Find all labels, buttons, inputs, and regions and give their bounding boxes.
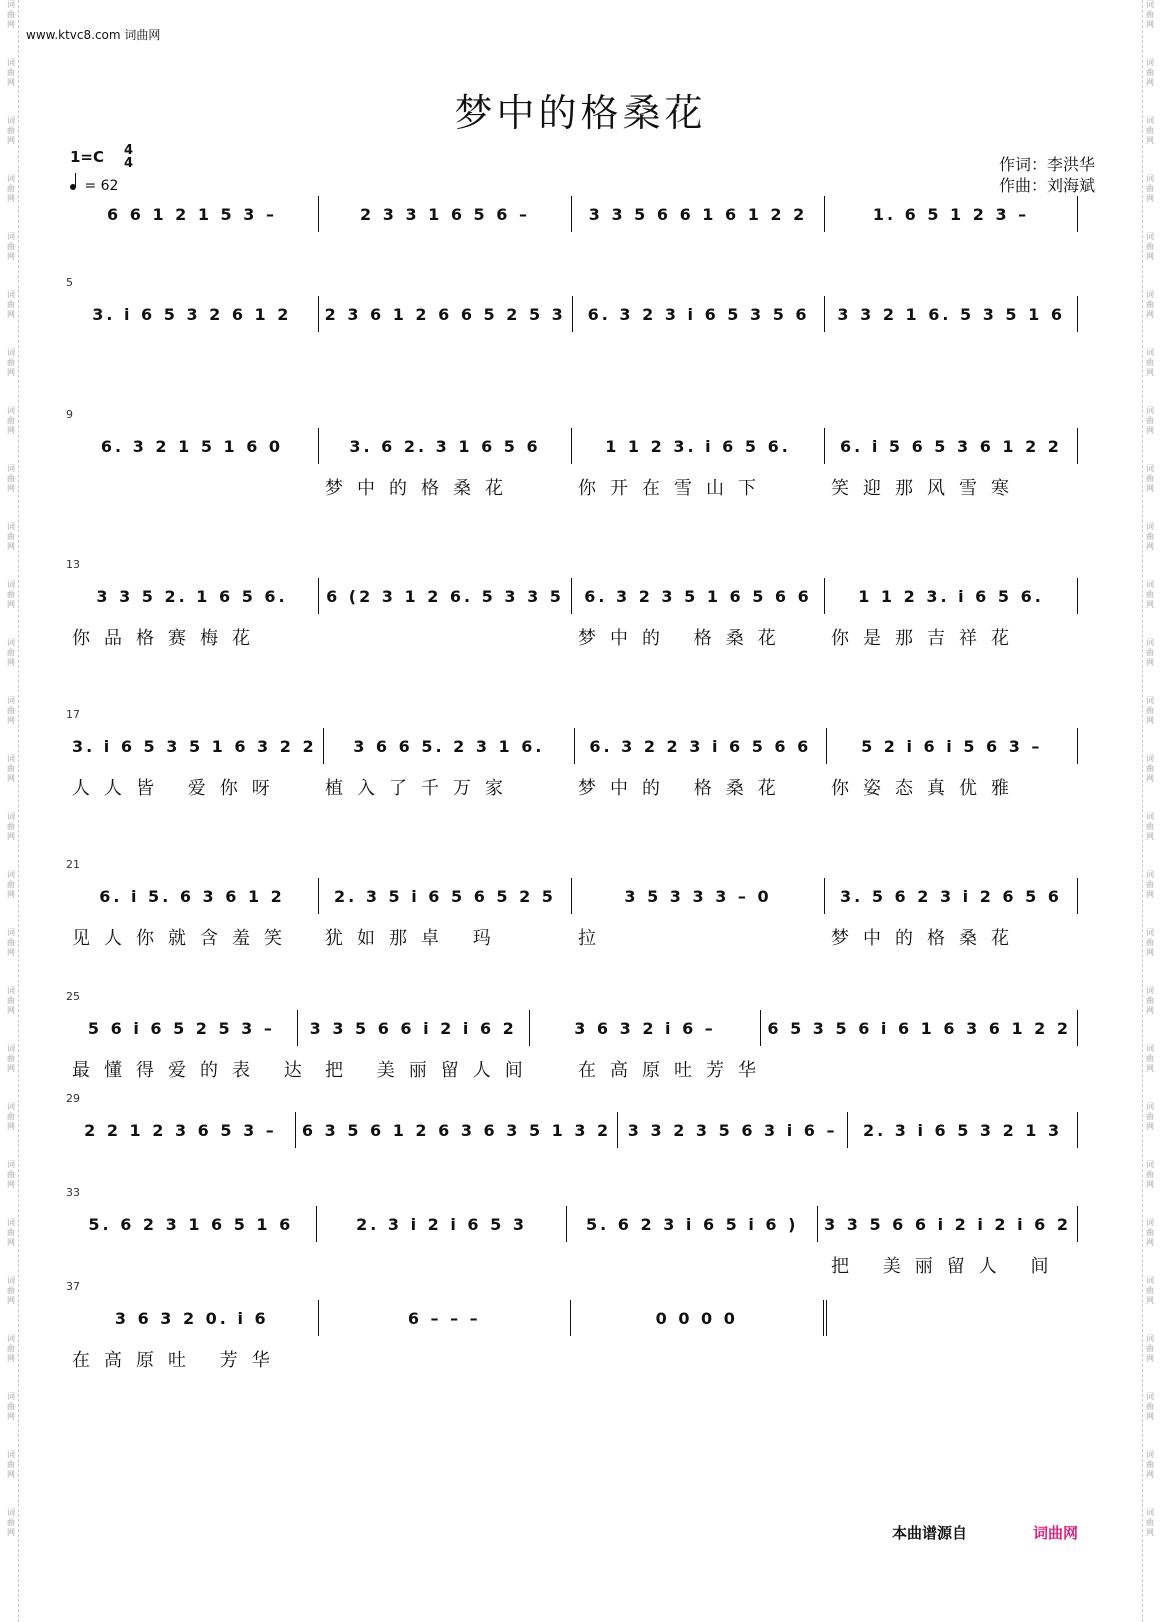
lyric-text: 在高原吐 芳华 xyxy=(72,1350,284,1371)
watermark-mark: 词曲网 xyxy=(7,0,15,29)
lyrics-line xyxy=(66,1056,1078,1082)
watermark-mark: 词曲网 xyxy=(1146,1218,1154,1247)
measure: 3 6 3 2 0. i 6 xyxy=(66,1300,319,1336)
lyric-text: 你开在雪山下 xyxy=(578,478,770,499)
measure: 2. 3 i 2 i 6 5 3 xyxy=(317,1206,568,1242)
watermark-mark: 词曲网 xyxy=(1146,812,1154,841)
measure: 6 6 1 2 1 5 3 – xyxy=(66,196,319,232)
tempo-marking xyxy=(70,178,118,194)
measure-number: 9 xyxy=(66,408,73,421)
lyric-text xyxy=(572,1346,825,1372)
watermark-mark: 词曲网 xyxy=(7,1508,15,1537)
measure: 2 2 1 2 3 6 5 3 – xyxy=(66,1112,296,1148)
measure-number: 25 xyxy=(66,990,80,1003)
lyric-text: 梦中的格桑花 xyxy=(325,478,517,499)
watermark-mark: 词曲网 xyxy=(1146,232,1154,261)
measure: 5 6 i 6 5 2 5 3 – xyxy=(66,1010,298,1046)
measure: 3 3 2 3 5 6 3 i 6 – xyxy=(618,1112,848,1148)
watermark-mark: 词曲网 xyxy=(1146,1508,1154,1537)
lyrics-line xyxy=(66,924,1078,950)
watermark-mark: 词曲网 xyxy=(1146,1102,1154,1131)
measure: 2. 3 5 i 6 5 6 5 2 5 xyxy=(319,878,572,914)
measure: 6. 3 2 3 i 6 5 3 5 6 xyxy=(573,296,826,332)
lyric-text xyxy=(319,1346,572,1372)
lyric-text xyxy=(66,1252,319,1278)
watermark-mark: 词曲网 xyxy=(1146,348,1154,377)
measure: 3. 6 2. 3 1 6 5 6 xyxy=(319,428,572,464)
lyric-text: 把 美丽留人间 xyxy=(325,1060,537,1081)
staff-line xyxy=(66,578,1078,614)
measure: 1 1 2 3. i 6 5 6. xyxy=(825,578,1078,614)
watermark-mark: 词曲网 xyxy=(1146,58,1154,87)
lyric-text: 拉 xyxy=(578,928,610,949)
measure: 6 5 3 5 6 i 6 1 6 3 6 1 2 2 xyxy=(761,1010,1078,1046)
lyric-text: 梦中的 格桑花 xyxy=(578,778,790,799)
score-row xyxy=(66,1186,1078,1278)
footer-brand: 词曲网 xyxy=(1033,1524,1079,1542)
lyric-text: 你品格赛梅花 xyxy=(72,628,264,649)
lyric-text: 梦中的 格桑花 xyxy=(578,628,790,649)
watermark-mark: 词曲网 xyxy=(1146,1276,1154,1305)
measure xyxy=(827,1300,1079,1336)
measure-number: 17 xyxy=(66,708,80,721)
measure: 6 (2 3 1 2 6. 5 3 3 5 xyxy=(319,578,572,614)
watermark-mark: 词曲网 xyxy=(1146,928,1154,957)
watermark-mark: 词曲网 xyxy=(7,522,15,551)
footer-source: 本曲谱源自 xyxy=(892,1524,968,1542)
watermark-mark: 词曲网 xyxy=(7,348,15,377)
left-watermark-strip xyxy=(4,0,19,1622)
watermark-mark: 词曲网 xyxy=(7,986,15,1015)
score-row xyxy=(66,858,1078,950)
measure: 3 3 5 6 6 i 2 i 6 2 xyxy=(298,1010,530,1046)
watermark-mark: 词曲网 xyxy=(1146,1334,1154,1363)
watermark-mark: 词曲网 xyxy=(7,1044,15,1073)
lyric-text: 犹如那卓 玛 xyxy=(325,928,505,949)
watermark-mark: 词曲网 xyxy=(7,754,15,783)
lyrics-line xyxy=(66,1346,1078,1372)
watermark-mark: 词曲网 xyxy=(1146,580,1154,609)
measure: 2 3 3 1 6 5 6 – xyxy=(319,196,572,232)
quarter-note-icon xyxy=(70,184,76,190)
lyrics-line xyxy=(66,474,1078,500)
watermark-mark: 词曲网 xyxy=(7,870,15,899)
lyric-text xyxy=(825,1346,1078,1372)
time-signature-bottom: 4 xyxy=(124,156,134,171)
composer: 作曲：刘海斌 xyxy=(998,176,1095,195)
credits xyxy=(999,154,1095,196)
watermark-mark: 词曲网 xyxy=(1146,986,1154,1015)
time-signature-top: 4 xyxy=(124,143,134,158)
time-signature xyxy=(124,144,133,170)
watermark-mark: 词曲网 xyxy=(1146,0,1154,29)
watermark-mark: 词曲网 xyxy=(1146,406,1154,435)
watermark-mark: 词曲网 xyxy=(7,638,15,667)
score-row xyxy=(66,1280,1078,1372)
watermark-mark: 词曲网 xyxy=(1146,1044,1154,1073)
watermark-mark: 词曲网 xyxy=(7,290,15,319)
watermark-mark: 词曲网 xyxy=(7,812,15,841)
measure-number: 29 xyxy=(66,1092,80,1105)
lyrics-line xyxy=(66,1252,1078,1278)
measure-number: 37 xyxy=(66,1280,80,1293)
score-row xyxy=(66,990,1078,1082)
measure: 6 – – – xyxy=(319,1300,572,1336)
measure: 3 5 3 3 3 – 0 xyxy=(572,878,825,914)
staff-line xyxy=(66,196,1078,232)
measure: 3. 5 6 2 3 i 2 6 5 6 xyxy=(825,878,1078,914)
site-url: www.ktvc8.com 词曲网 xyxy=(26,28,161,42)
lyric-text xyxy=(572,1252,825,1278)
watermark-mark: 词曲网 xyxy=(1146,464,1154,493)
measure-number: 33 xyxy=(66,1186,80,1199)
watermark-mark: 词曲网 xyxy=(1146,290,1154,319)
measure-number: 21 xyxy=(66,858,80,871)
measure: 3. i 6 5 3 5 1 6 3 2 2 xyxy=(66,728,324,764)
score-row xyxy=(66,1092,1078,1158)
key-signature: 1=C xyxy=(70,148,105,166)
watermark-mark: 词曲网 xyxy=(1146,696,1154,725)
measure: 2. 3 i 6 5 3 2 1 3 xyxy=(848,1112,1078,1148)
watermark-mark: 词曲网 xyxy=(7,406,15,435)
measure: 3 3 2 1 6. 5 3 5 1 6 xyxy=(825,296,1078,332)
watermark-mark: 词曲网 xyxy=(1146,174,1154,203)
lyric-text: 把 美丽留人 间 xyxy=(831,1256,1063,1277)
watermark-mark: 词曲网 xyxy=(7,1334,15,1363)
measure: 6. 3 2 3 5 1 6 5 6 6 xyxy=(572,578,825,614)
measure: 3 6 3 2 i 6 – xyxy=(530,1010,762,1046)
measure: 3 3 5 6 6 1 6 1 2 2 xyxy=(572,196,825,232)
measure: 5. 6 2 3 i 6 5 i 6 ) xyxy=(567,1206,818,1242)
measure: 0 0 0 0 xyxy=(571,1300,827,1336)
measure-number: 5 xyxy=(66,276,73,289)
measure: 1 1 2 3. i 6 5 6. xyxy=(572,428,825,464)
watermark-mark: 词曲网 xyxy=(1146,522,1154,551)
measure: 6. 3 2 1 5 1 6 0 xyxy=(66,428,319,464)
watermark-mark: 词曲网 xyxy=(7,116,15,145)
lyric-text: 最懂得爱的表 达 xyxy=(72,1060,316,1081)
lyric-text: 笑迎那风雪寒 xyxy=(831,478,1023,499)
staff-line xyxy=(66,1300,1078,1336)
lyric-text: 你是那吉祥花 xyxy=(831,628,1023,649)
lyric-text: 你姿态真优雅 xyxy=(831,778,1023,799)
lyric-text: 在高原吐芳华 xyxy=(578,1060,770,1081)
measure: 6. i 5 6 5 3 6 1 2 2 xyxy=(825,428,1078,464)
measure: 3 3 5 6 6 i 2 i 2 i 6 2 xyxy=(818,1206,1078,1242)
staff-line xyxy=(66,1010,1078,1046)
watermark-mark: 词曲网 xyxy=(7,1218,15,1247)
staff-line xyxy=(66,1206,1078,1242)
lyric-text xyxy=(825,1056,1078,1082)
staff-line xyxy=(66,1112,1078,1148)
watermark-mark: 词曲网 xyxy=(1146,1450,1154,1479)
measure: 3 3 5 2. 1 6 5 6. xyxy=(66,578,319,614)
watermark-mark: 词曲网 xyxy=(7,1276,15,1305)
watermark-mark: 词曲网 xyxy=(1146,116,1154,145)
watermark-mark: 词曲网 xyxy=(7,580,15,609)
page-title: 梦中的格桑花 xyxy=(454,91,707,135)
measure: 6 3 5 6 1 2 6 3 6 3 5 1 3 2 xyxy=(296,1112,618,1148)
right-watermark-strip xyxy=(1142,0,1157,1622)
measure: 5. 6 2 3 1 6 5 1 6 xyxy=(66,1206,317,1242)
measure: 6. i 5. 6 3 6 1 2 xyxy=(66,878,319,914)
watermark-mark: 词曲网 xyxy=(7,1392,15,1421)
watermark-mark: 词曲网 xyxy=(7,928,15,957)
watermark-mark: 词曲网 xyxy=(1146,870,1154,899)
watermark-mark: 词曲网 xyxy=(7,174,15,203)
score-row xyxy=(66,276,1078,342)
watermark-mark: 词曲网 xyxy=(1146,1392,1154,1421)
watermark-mark: 词曲网 xyxy=(1146,1160,1154,1189)
score-row xyxy=(66,708,1078,800)
watermark-mark: 词曲网 xyxy=(7,1102,15,1131)
measure: 2 3 6 1 2 6 6 5 2 5 3 xyxy=(319,296,573,332)
watermark-mark: 词曲网 xyxy=(7,232,15,261)
lyricist: 作词：李洪华 xyxy=(998,155,1095,174)
measure: 1. 6 5 1 2 3 – xyxy=(825,196,1078,232)
lyric-text xyxy=(66,474,319,500)
watermark-mark: 词曲网 xyxy=(1146,638,1154,667)
lyric-text: 见人你就含羞笑 xyxy=(72,928,296,949)
measure: 6. 3 2 2 3 i 6 5 6 6 xyxy=(575,728,826,764)
measure: 3. i 6 5 3 2 6 1 2 xyxy=(66,296,319,332)
measure: 3 6 6 5. 2 3 1 6. xyxy=(324,728,575,764)
watermark-mark: 词曲网 xyxy=(1146,754,1154,783)
staff-line xyxy=(66,428,1078,464)
staff-line xyxy=(66,878,1078,914)
lyric-text xyxy=(319,624,572,650)
lyrics-line xyxy=(66,774,1078,800)
score-row xyxy=(66,408,1078,500)
tempo-value: = 62 xyxy=(84,178,119,194)
lyric-text xyxy=(319,1252,572,1278)
lyrics-line xyxy=(66,624,1078,650)
measure: 5 2 i 6 i 5 6 3 – xyxy=(827,728,1078,764)
measure-number: 13 xyxy=(66,558,80,571)
score-row xyxy=(66,196,1078,242)
watermark-mark: 词曲网 xyxy=(7,464,15,493)
staff-line xyxy=(66,728,1078,764)
lyric-text: 人人皆 爱你呀 xyxy=(72,778,284,799)
watermark-mark: 词曲网 xyxy=(7,696,15,725)
lyric-text: 梦中的格桑花 xyxy=(831,928,1023,949)
watermark-mark: 词曲网 xyxy=(7,1450,15,1479)
score-row xyxy=(66,558,1078,650)
watermark-mark: 词曲网 xyxy=(7,58,15,87)
watermark-mark: 词曲网 xyxy=(7,1160,15,1189)
lyric-text: 植入了千万家 xyxy=(325,778,517,799)
staff-line xyxy=(66,296,1078,332)
